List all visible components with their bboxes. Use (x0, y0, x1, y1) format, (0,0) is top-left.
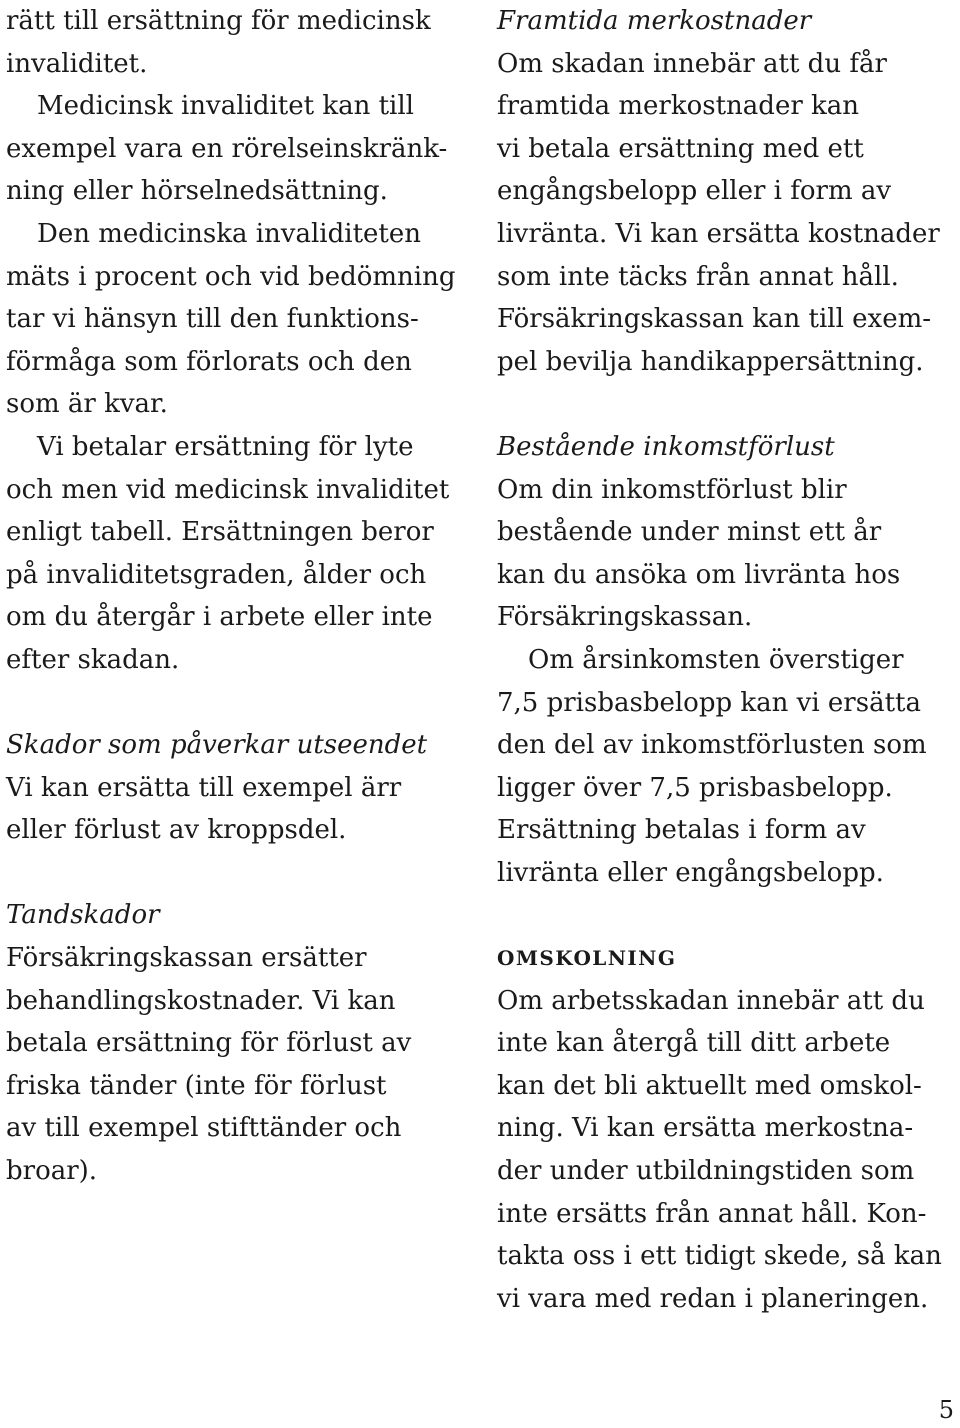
text-line: inte ersätts från annat håll. Kon- (497, 1198, 927, 1229)
text-line: Om årsinkomsten överstiger (528, 644, 904, 675)
text-line: betala ersättning för förlust av (6, 1028, 412, 1059)
text-line: kan det bli aktuellt med omskol- (497, 1070, 922, 1101)
text-line: Försäkringskassan. (497, 602, 753, 633)
text-line: exempel vara en rörelseinskränk- (6, 133, 448, 164)
text-line: den del av inkomstförlusten som (497, 730, 927, 761)
text-line: takta oss i ett tidigt skede, så kan (497, 1241, 942, 1272)
page-number: 5 (938, 1396, 954, 1424)
text-line: mäts i procent och vid bedömning (6, 261, 456, 292)
spacer (6, 682, 476, 725)
text-line: på invaliditetsgraden, ålder och (6, 559, 427, 590)
paragraph-measurement (6, 213, 476, 426)
text-line: förmåga som förlorats och den (6, 346, 412, 377)
text-line: framtida merkostnader kan (497, 91, 860, 122)
text-line: vi betala ersättning med ett (497, 133, 864, 164)
text-line: 7,5 prisbasbelopp kan vi ersätta (497, 687, 921, 718)
text-line: livränta. Vi kan ersätta kostnader (497, 218, 940, 249)
text-line: Om arbetsskadan innebär att du (497, 985, 925, 1016)
section-teeth (6, 894, 476, 1192)
text-line: enligt tabell. Ersättningen beror (6, 517, 434, 548)
text-line: ning eller hörselnedsättning. (6, 176, 388, 207)
text-line: pel bevilja handikappersättning. (497, 346, 924, 377)
text-line: Vi kan ersätta till exempel ärr (6, 772, 402, 803)
text-line: engångsbelopp eller i form av (497, 176, 892, 207)
section-retraining (497, 937, 960, 1320)
text-line: friska tänder (inte för förlust (6, 1070, 387, 1101)
text-line: bestående under minst ett år (497, 517, 882, 548)
spacer (497, 383, 960, 426)
section-income-loss (497, 426, 960, 895)
text-line: Vi betalar ersättning för lyte (37, 431, 414, 462)
text-line: Medicinsk invaliditet kan till (37, 91, 414, 122)
text-line: Den medicinska invaliditeten (37, 218, 421, 249)
left-column (6, 0, 476, 1193)
section-appearance (6, 724, 476, 852)
text-line: behandlingskostnader. Vi kan (6, 985, 396, 1016)
right-column (497, 0, 960, 1320)
text-line: broar). (6, 1156, 98, 1187)
text-line: av till exempel stifttänder och (6, 1113, 402, 1144)
section-heading: Bestående inkomstförlust (497, 431, 835, 462)
text-line: livränta eller engångsbelopp. (497, 857, 884, 888)
spacer (497, 894, 960, 937)
section-heading: Skador som påverkar utseendet (6, 730, 428, 761)
text-line: Om skadan innebär att du får (497, 48, 887, 79)
text-line: om du återgår i arbete eller inte (6, 602, 433, 633)
section-heading: OMSKOLNING (497, 946, 677, 971)
text-line: ligger över 7,5 prisbasbelopp. (497, 772, 893, 803)
section-heading: Framtida merkostnader (497, 6, 812, 36)
text-line: vi vara med redan i planeringen. (497, 1283, 929, 1314)
text-line: och men vid medicinsk invaliditet (6, 474, 450, 505)
text-line: kan du ansöka om livränta hos (497, 559, 901, 590)
text-line: der under utbildningstiden som (497, 1156, 915, 1187)
section-heading: Tandskador (6, 900, 160, 931)
text-line: invaliditet. (6, 48, 148, 79)
intro-paragraph (6, 0, 476, 85)
text-line: Försäkringskassan kan till exem- (497, 304, 932, 335)
text-line: tar vi hänsyn till den funktions- (6, 304, 419, 335)
text-line: rätt till ersättning för medicinsk (6, 6, 431, 36)
text-line: inte kan återgå till ditt arbete (497, 1028, 891, 1059)
section-future-costs (497, 0, 960, 383)
text-line: Om din inkomstförlust blir (497, 474, 847, 505)
paragraph-medical-disability (6, 85, 476, 213)
text-line: Ersättning betalas i form av (497, 815, 866, 846)
text-line: eller förlust av kroppsdel. (6, 815, 347, 846)
paragraph-compensation (6, 426, 476, 682)
text-line: som inte täcks från annat håll. (497, 261, 899, 292)
text-line: Försäkringskassan ersätter (6, 943, 367, 974)
text-line: som är kvar. (6, 389, 168, 420)
spacer (6, 852, 476, 895)
text-line: efter skadan. (6, 644, 180, 675)
text-line: ning. Vi kan ersätta merkostna- (497, 1113, 914, 1144)
